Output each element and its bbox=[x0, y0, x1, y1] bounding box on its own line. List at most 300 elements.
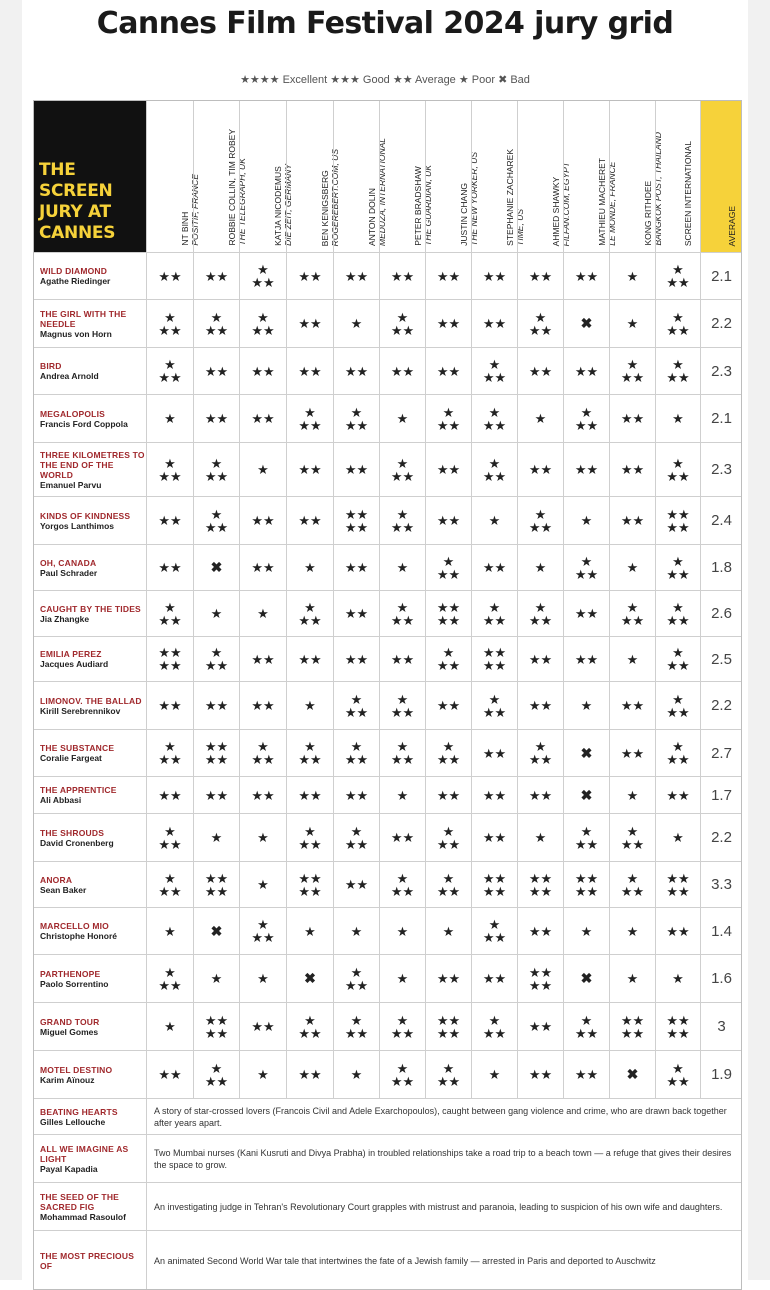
rating-cell: ★ ★★ bbox=[193, 637, 239, 681]
column-header-critic bbox=[146, 100, 200, 252]
rating-cell: ★★ ★★ bbox=[425, 1003, 471, 1050]
rating-cell: ★★ bbox=[193, 682, 239, 729]
rating-cell: ★ bbox=[379, 395, 425, 442]
rating-cell: ★ ★★ bbox=[379, 591, 425, 636]
film-row bbox=[33, 299, 742, 347]
page-title: Cannes Film Festival 2024 jury grid bbox=[96, 6, 674, 41]
rating-cell: ★ ★★ bbox=[425, 637, 471, 681]
average-cell: 1.6 bbox=[700, 955, 742, 1002]
rating-cell: ★ bbox=[239, 1051, 286, 1098]
rating-cell: ★★ bbox=[563, 348, 609, 394]
film-director: Andrea Arnold bbox=[40, 371, 99, 381]
rating-cell: ★★ bbox=[517, 682, 563, 729]
film-row bbox=[33, 861, 742, 907]
film-title: GRAND TOUR bbox=[40, 1016, 100, 1027]
rating-cell: ★ bbox=[609, 637, 655, 681]
rating-cell: ★ bbox=[379, 777, 425, 813]
film-title: MOTEL DESTINO bbox=[40, 1064, 113, 1075]
rating-cell: ★ ★★ bbox=[379, 300, 425, 347]
film-title: THE SEED OF THE SACRED FIG bbox=[40, 1191, 120, 1212]
film-row bbox=[33, 1002, 742, 1050]
rating-cell: ★ ★★ bbox=[193, 497, 239, 544]
rating-cell: ★★ bbox=[517, 253, 563, 299]
rating-cell: ★★ bbox=[379, 637, 425, 681]
rating-cell: ★★ bbox=[239, 1003, 286, 1050]
film-name-cell bbox=[33, 862, 146, 907]
rating-cell: ★★ bbox=[471, 545, 517, 590]
rating-cell: ★ bbox=[239, 862, 286, 907]
rating-cell: ★ ★★ bbox=[239, 908, 286, 954]
rating-cell: ★ bbox=[333, 300, 379, 347]
film-name-cell bbox=[33, 1231, 146, 1290]
rating-cell: ★ bbox=[655, 814, 700, 861]
average-cell: 2.3 bbox=[700, 443, 742, 496]
rating-cell: ★ ★★ bbox=[425, 814, 471, 861]
column-header-critic bbox=[606, 100, 663, 252]
average-cell: 2.2 bbox=[700, 814, 742, 861]
column-header-critic bbox=[652, 100, 700, 252]
rating-cell: ★★ ★★ bbox=[655, 497, 700, 544]
film-row bbox=[33, 252, 742, 299]
film-name-cell bbox=[33, 730, 146, 776]
rating-legend: ★★★★ Excellent ★★★ Good ★★ Average ★ Poor ✖ Bad bbox=[240, 74, 530, 86]
rating-cell: ★ ★★ bbox=[563, 814, 609, 861]
rating-cell: ★★ bbox=[193, 777, 239, 813]
rating-cell: ★★ bbox=[286, 443, 333, 496]
rating-cell: ★ ★★ bbox=[425, 545, 471, 590]
rating-cell: ★★ bbox=[146, 777, 193, 813]
film-title: OH, CANADA bbox=[40, 557, 97, 568]
film-title: CAUGHT BY THE TIDES bbox=[40, 603, 141, 614]
film-row bbox=[33, 776, 742, 813]
rating-cell: ★★ bbox=[333, 637, 379, 681]
film-name-cell bbox=[33, 395, 146, 442]
rating-cell: ✖ bbox=[563, 955, 609, 1002]
column-header-critic bbox=[376, 100, 433, 252]
rating-cell: ★ bbox=[239, 443, 286, 496]
rating-cell: ★★ bbox=[517, 1051, 563, 1098]
rating-cell: ★ ★★ bbox=[471, 591, 517, 636]
rating-cell: ★★ bbox=[379, 348, 425, 394]
rating-cell: ★ bbox=[563, 682, 609, 729]
film-director: Payal Kapadia bbox=[40, 1163, 98, 1174]
film-title: THE MOST PRECIOUS OF bbox=[40, 1250, 135, 1271]
critic-label bbox=[727, 206, 737, 246]
critic-publication: BANGKOK POST, THAILAND bbox=[652, 132, 663, 246]
rating-cell: ★★ bbox=[517, 348, 563, 394]
film-title: MARCELLO MIO bbox=[40, 921, 109, 931]
film-row bbox=[33, 636, 742, 681]
rating-cell: ★ bbox=[239, 955, 286, 1002]
rating-cell: ★★ bbox=[425, 300, 471, 347]
film-row bbox=[33, 907, 742, 954]
rating-cell: ★★ bbox=[379, 814, 425, 861]
rating-cell: ★★ bbox=[146, 682, 193, 729]
critic-publication: MEDUZA, INTERNATIONAL bbox=[376, 138, 387, 246]
rating-cell: ★ bbox=[286, 682, 333, 729]
average-cell: 3.3 bbox=[700, 862, 742, 907]
rating-cell: ✖ bbox=[563, 300, 609, 347]
rating-cell: ★ ★★ bbox=[379, 862, 425, 907]
rating-cell: ★ ★★ bbox=[655, 300, 700, 347]
rating-cell: ★ ★★ bbox=[609, 591, 655, 636]
rating-cell: ★ ★★ bbox=[471, 395, 517, 442]
rating-cell: ★★ bbox=[239, 497, 286, 544]
rating-cell: ★ ★★ bbox=[563, 395, 609, 442]
jury-grid bbox=[33, 100, 742, 1290]
rating-cell: ★★ bbox=[239, 682, 286, 729]
critic-publication: DIE ZEIT, GERMANY bbox=[283, 164, 293, 246]
rating-cell: ★★ bbox=[517, 1003, 563, 1050]
film-director: Mohammad Rasoulof bbox=[40, 1211, 126, 1222]
rating-cell: ★★ bbox=[517, 637, 563, 681]
film-row-unrated bbox=[33, 1098, 742, 1134]
film-director: Paul Schrader bbox=[40, 567, 98, 578]
column-header-critic bbox=[422, 100, 479, 252]
rating-cell: ★ bbox=[379, 955, 425, 1002]
film-director: Jacques Audiard bbox=[40, 659, 109, 669]
critic-name: JUSTIN CHANG bbox=[458, 183, 469, 246]
film-title: THREE KILOMETRES TO THE END OF THE WORLD bbox=[40, 449, 145, 480]
rating-cell: ★ ★★ bbox=[471, 908, 517, 954]
rating-cell: ★★ ★★ bbox=[286, 862, 333, 907]
film-title: THE SHROUDS bbox=[40, 827, 105, 838]
rating-cell: ★ ★★ bbox=[425, 1051, 471, 1098]
rating-cell: ✖ bbox=[563, 730, 609, 776]
average-cell: 2.1 bbox=[700, 395, 742, 442]
rating-cell: ★★ ★★ bbox=[333, 497, 379, 544]
film-name-cell bbox=[33, 348, 146, 394]
critic-name: STEPHANIE ZACHAREK bbox=[504, 149, 515, 246]
film-description: Two Mumbai nurses (Kani Kusruti and Divya Prabha) in troubled relationships take a road trip to a beach town — a refuge that gives their desires the space to grow. bbox=[146, 1135, 742, 1182]
film-description: An investigating judge in Tehran's Revolutionary Court grapples with mistrust and paranoia, leading to suspicion of his own wife and daughters. bbox=[146, 1183, 742, 1230]
average-cell: 3 bbox=[700, 1003, 742, 1050]
average-cell: 2.1 bbox=[700, 253, 742, 299]
rating-cell: ★ bbox=[517, 814, 563, 861]
rating-cell: ✖ bbox=[286, 955, 333, 1002]
rating-cell: ★★ bbox=[333, 253, 379, 299]
rating-cell: ★ ★★ bbox=[286, 591, 333, 636]
average-cell: 2.6 bbox=[700, 591, 742, 636]
film-description: An animated Second World War tale that intertwines the fate of a Jewish family — arrested in Paris and deported to Auschwitz bbox=[146, 1231, 742, 1290]
rating-cell: ★ bbox=[193, 955, 239, 1002]
critic-name: SCREEN INTERNATIONAL bbox=[683, 140, 693, 246]
film-name-cell bbox=[33, 497, 146, 544]
rating-cell: ★★ ★★ bbox=[471, 637, 517, 681]
film-director: Coralie Fargeat bbox=[40, 753, 102, 763]
rating-cell: ★★ bbox=[239, 348, 286, 394]
column-header-critic bbox=[333, 100, 387, 252]
rating-cell: ★★ ★★ bbox=[655, 1003, 700, 1050]
average-cell: 1.8 bbox=[700, 545, 742, 590]
rating-cell: ★ ★★ bbox=[655, 348, 700, 394]
rating-cell: ★ ★★ bbox=[286, 395, 333, 442]
rating-cell: ★ ★★ bbox=[146, 955, 193, 1002]
rating-cell: ★★ bbox=[239, 637, 286, 681]
rating-cell: ★★ bbox=[425, 777, 471, 813]
rating-cell: ★ ★★ bbox=[193, 443, 239, 496]
film-director: Magnus von Horn bbox=[40, 328, 112, 339]
rating-cell: ★ bbox=[609, 253, 655, 299]
film-title: BEATING HEARTS bbox=[40, 1106, 118, 1117]
rating-cell: ★ ★★ bbox=[655, 443, 700, 496]
rating-cell: ★ ★★ bbox=[379, 730, 425, 776]
rating-cell: ★★ ★★ bbox=[517, 862, 563, 907]
film-name-cell bbox=[33, 682, 146, 729]
rating-cell: ★★ bbox=[286, 637, 333, 681]
rating-cell: ★★ ★★ bbox=[193, 730, 239, 776]
film-director: Jia Zhangke bbox=[40, 613, 90, 624]
average-cell: 2.7 bbox=[700, 730, 742, 776]
film-name-cell bbox=[33, 1003, 146, 1050]
film-row bbox=[33, 347, 742, 394]
rating-cell: ★ bbox=[609, 300, 655, 347]
film-title: PARTHENOPE bbox=[40, 968, 101, 979]
film-name-cell bbox=[33, 443, 146, 496]
rating-cell: ★★ bbox=[609, 395, 655, 442]
film-director: Emanuel Parvu bbox=[40, 479, 102, 490]
film-director: Karim Aïnouz bbox=[40, 1074, 95, 1085]
rating-cell: ★★ bbox=[379, 253, 425, 299]
rating-cell: ★★ bbox=[286, 348, 333, 394]
rating-cell: ★ ★★ bbox=[146, 443, 193, 496]
rating-cell: ★ ★★ bbox=[609, 862, 655, 907]
critic-publication: ROGEREBERT.COM, US bbox=[330, 148, 340, 246]
film-row bbox=[33, 954, 742, 1002]
critic-publication: THE GUARDIAN, UK bbox=[422, 165, 433, 246]
rating-cell: ★ ★★ bbox=[146, 814, 193, 861]
rating-cell: ★ ★★ bbox=[655, 1051, 700, 1098]
critic-name: PETER BRADSHAW bbox=[412, 166, 423, 246]
average-cell: 2.5 bbox=[700, 637, 742, 681]
rating-cell: ★★ bbox=[333, 348, 379, 394]
critic-name: KONG RITHDEE bbox=[642, 181, 653, 246]
average-cell: 1.7 bbox=[700, 777, 742, 813]
rating-cell: ★ bbox=[286, 908, 333, 954]
rating-cell: ★★ bbox=[286, 777, 333, 813]
rating-cell: ★ ★★ bbox=[286, 814, 333, 861]
critic-name: ANTON DOLIN bbox=[366, 188, 377, 246]
film-row-unrated bbox=[33, 1230, 742, 1290]
rating-cell: ★★ bbox=[239, 777, 286, 813]
rating-cell: ✖ bbox=[193, 545, 239, 590]
film-description: A story of star-crossed lovers (Francois Civil and Adele Exarchopoulos), caught between gang violence and crime, who are drawn back together after years apart. bbox=[146, 1099, 742, 1134]
rating-cell: ★ ★★ bbox=[517, 730, 563, 776]
rating-cell: ★★ ★★ bbox=[471, 862, 517, 907]
rating-cell: ★ ★★ bbox=[333, 1003, 379, 1050]
rating-cell: ★ bbox=[609, 545, 655, 590]
film-name-cell bbox=[33, 814, 146, 861]
rating-cell: ★ bbox=[471, 1051, 517, 1098]
rating-cell: ★ bbox=[146, 908, 193, 954]
rating-cell: ★★ bbox=[425, 955, 471, 1002]
rating-cell: ★★ bbox=[655, 908, 700, 954]
rating-cell: ★ ★★ bbox=[193, 1051, 239, 1098]
rating-cell: ★★ bbox=[146, 1051, 193, 1098]
film-title: THE GIRL WITH THE NEEDLE bbox=[40, 308, 127, 329]
column-header-critic bbox=[286, 100, 340, 252]
critic-name: ROBBIE COLLIN, TIM ROBEY bbox=[226, 129, 237, 246]
film-title: ANORA bbox=[40, 874, 73, 885]
rating-cell: ★ bbox=[333, 908, 379, 954]
rating-cell: ★★ bbox=[471, 730, 517, 776]
film-row bbox=[33, 1050, 742, 1098]
rating-cell: ★★ bbox=[239, 545, 286, 590]
rating-cell: ★ bbox=[193, 591, 239, 636]
rating-cell: ★ ★★ bbox=[146, 591, 193, 636]
film-name-cell bbox=[33, 955, 146, 1002]
rating-cell: ★ ★★ bbox=[333, 814, 379, 861]
rating-cell: ★ ★★ bbox=[286, 1003, 333, 1050]
rating-cell: ★ ★★ bbox=[379, 497, 425, 544]
rating-cell: ★ ★★ bbox=[517, 497, 563, 544]
rating-cell: ★ ★★ bbox=[655, 545, 700, 590]
rating-cell: ★ ★★ bbox=[239, 253, 286, 299]
rating-cell: ★★ bbox=[193, 348, 239, 394]
film-director: Gilles Lellouche bbox=[40, 1116, 106, 1127]
average-cell: 1.4 bbox=[700, 908, 742, 954]
rating-cell: ★ ★★ bbox=[379, 682, 425, 729]
film-director: David Cronenberg bbox=[40, 837, 114, 848]
rating-cell: ★ bbox=[655, 395, 700, 442]
rating-cell: ★★ bbox=[286, 253, 333, 299]
column-header-critic bbox=[193, 100, 247, 252]
rating-cell: ★ ★★ bbox=[239, 300, 286, 347]
rating-cell: ★ ★★ bbox=[563, 1003, 609, 1050]
rating-cell: ★★ bbox=[333, 591, 379, 636]
rating-cell: ★ ★★ bbox=[333, 395, 379, 442]
rating-cell: ★★ bbox=[333, 545, 379, 590]
rating-cell: ★★ bbox=[333, 777, 379, 813]
rating-cell: ★ ★★ bbox=[425, 862, 471, 907]
rating-cell: ★ bbox=[286, 545, 333, 590]
rating-cell: ★★ bbox=[563, 253, 609, 299]
column-header-critic bbox=[236, 100, 293, 252]
rating-cell: ★ bbox=[609, 908, 655, 954]
rating-cell: ★ bbox=[379, 908, 425, 954]
film-title: ALL WE IMAGINE AS LIGHT bbox=[40, 1143, 129, 1164]
rating-cell: ★ ★★ bbox=[471, 1003, 517, 1050]
rating-cell: ★ ★★ bbox=[517, 300, 563, 347]
rating-cell: ★★ bbox=[286, 300, 333, 347]
rating-cell: ✖ bbox=[563, 777, 609, 813]
rating-cell: ★★ bbox=[563, 1051, 609, 1098]
rating-cell: ★★ bbox=[609, 682, 655, 729]
film-title: EMILIA PEREZ bbox=[40, 649, 102, 659]
critic-publication: THE TELEGRAPH, UK bbox=[236, 158, 247, 246]
rating-cell: ★★ bbox=[146, 497, 193, 544]
rating-cell: ★ ★★ bbox=[146, 862, 193, 907]
film-name-cell bbox=[33, 908, 146, 954]
rating-cell: ★★ bbox=[146, 545, 193, 590]
rating-cell: ★ ★★ bbox=[239, 730, 286, 776]
critic-name: AVERAGE bbox=[726, 205, 737, 246]
rating-cell: ★ ★★ bbox=[471, 682, 517, 729]
critic-name: MATHIEU MACHERET bbox=[596, 158, 607, 246]
film-row bbox=[33, 442, 742, 496]
rating-cell: ★ bbox=[239, 591, 286, 636]
rating-cell: ★★ ★★ bbox=[146, 637, 193, 681]
rating-cell: ★ ★★ bbox=[146, 300, 193, 347]
rating-cell: ★ ★★ bbox=[333, 730, 379, 776]
film-name-cell bbox=[33, 591, 146, 636]
rating-cell: ★★ bbox=[286, 1051, 333, 1098]
rating-cell: ★★ bbox=[609, 730, 655, 776]
rating-cell: ★★ bbox=[471, 777, 517, 813]
rating-cell: ★★ bbox=[286, 497, 333, 544]
rating-cell: ★★ ★★ bbox=[517, 955, 563, 1002]
rating-cell: ★ ★★ bbox=[655, 730, 700, 776]
critic-publication: THE NEW YORKER, US bbox=[468, 152, 479, 246]
rating-cell: ★★ bbox=[239, 395, 286, 442]
rating-cell: ★★ bbox=[425, 497, 471, 544]
rating-cell: ★ bbox=[146, 1003, 193, 1050]
rating-cell: ★★ bbox=[333, 443, 379, 496]
film-director: Yorgos Lanthimos bbox=[40, 520, 114, 531]
rating-cell: ✖ bbox=[193, 908, 239, 954]
film-row bbox=[33, 681, 742, 729]
rating-cell: ★★ bbox=[193, 253, 239, 299]
column-header-average bbox=[700, 100, 742, 252]
rating-cell: ★ ★★ bbox=[609, 814, 655, 861]
rating-cell: ★★ ★★ bbox=[655, 862, 700, 907]
rating-cell: ★ bbox=[517, 395, 563, 442]
rating-cell: ★ ★★ bbox=[193, 300, 239, 347]
rating-cell: ★ bbox=[563, 497, 609, 544]
rating-cell: ★★ bbox=[333, 862, 379, 907]
rating-cell: ★ ★★ bbox=[471, 443, 517, 496]
film-row-unrated bbox=[33, 1182, 742, 1230]
film-name-cell bbox=[33, 545, 146, 590]
critic-name: BEN KENIGSBERG bbox=[320, 169, 330, 246]
rating-cell: ★★ ★★ bbox=[193, 1003, 239, 1050]
jury-title-block: THE SCREEN JURY AT CANNES bbox=[33, 100, 146, 252]
film-name-cell bbox=[33, 1051, 146, 1098]
rating-cell: ★ bbox=[609, 777, 655, 813]
average-cell: 1.9 bbox=[700, 1051, 742, 1098]
rating-cell: ★★ bbox=[193, 395, 239, 442]
critic-name: AHMED SHAWKY bbox=[550, 176, 561, 246]
rating-cell: ★★ bbox=[425, 443, 471, 496]
rating-cell: ★★ bbox=[517, 908, 563, 954]
rating-cell: ★ ★★ bbox=[333, 682, 379, 729]
film-director: Kirill Serebrennikov bbox=[40, 705, 121, 716]
rating-cell: ★ ★★ bbox=[333, 955, 379, 1002]
film-row bbox=[33, 496, 742, 544]
rating-cell: ★★ bbox=[517, 443, 563, 496]
film-title: BIRD bbox=[40, 361, 62, 371]
rating-cell: ★★ bbox=[471, 814, 517, 861]
critic-name: KATJA NICODEMUS bbox=[273, 166, 283, 246]
film-title: THE APPRENTICE bbox=[40, 785, 117, 795]
film-name-cell bbox=[33, 1135, 146, 1182]
film-title: MEGALOPOLIS bbox=[40, 408, 106, 419]
rating-cell: ★ bbox=[471, 497, 517, 544]
rating-cell: ★ bbox=[609, 955, 655, 1002]
rating-cell: ★ ★★ bbox=[379, 443, 425, 496]
rating-cell: ★ bbox=[563, 908, 609, 954]
film-director: Ali Abbasi bbox=[40, 795, 82, 805]
rating-cell: ★ ★★ bbox=[379, 1051, 425, 1098]
film-name-cell bbox=[33, 777, 146, 813]
rating-cell: ★★ ★★ bbox=[563, 862, 609, 907]
rating-cell: ★★ bbox=[563, 443, 609, 496]
film-director: Francis Ford Coppola bbox=[40, 418, 128, 429]
rating-cell: ★★ bbox=[471, 955, 517, 1002]
rating-cell: ★★ bbox=[609, 497, 655, 544]
rating-cell: ★ ★★ bbox=[286, 730, 333, 776]
critic-publication: POSITIF, FRANCE bbox=[190, 174, 200, 246]
